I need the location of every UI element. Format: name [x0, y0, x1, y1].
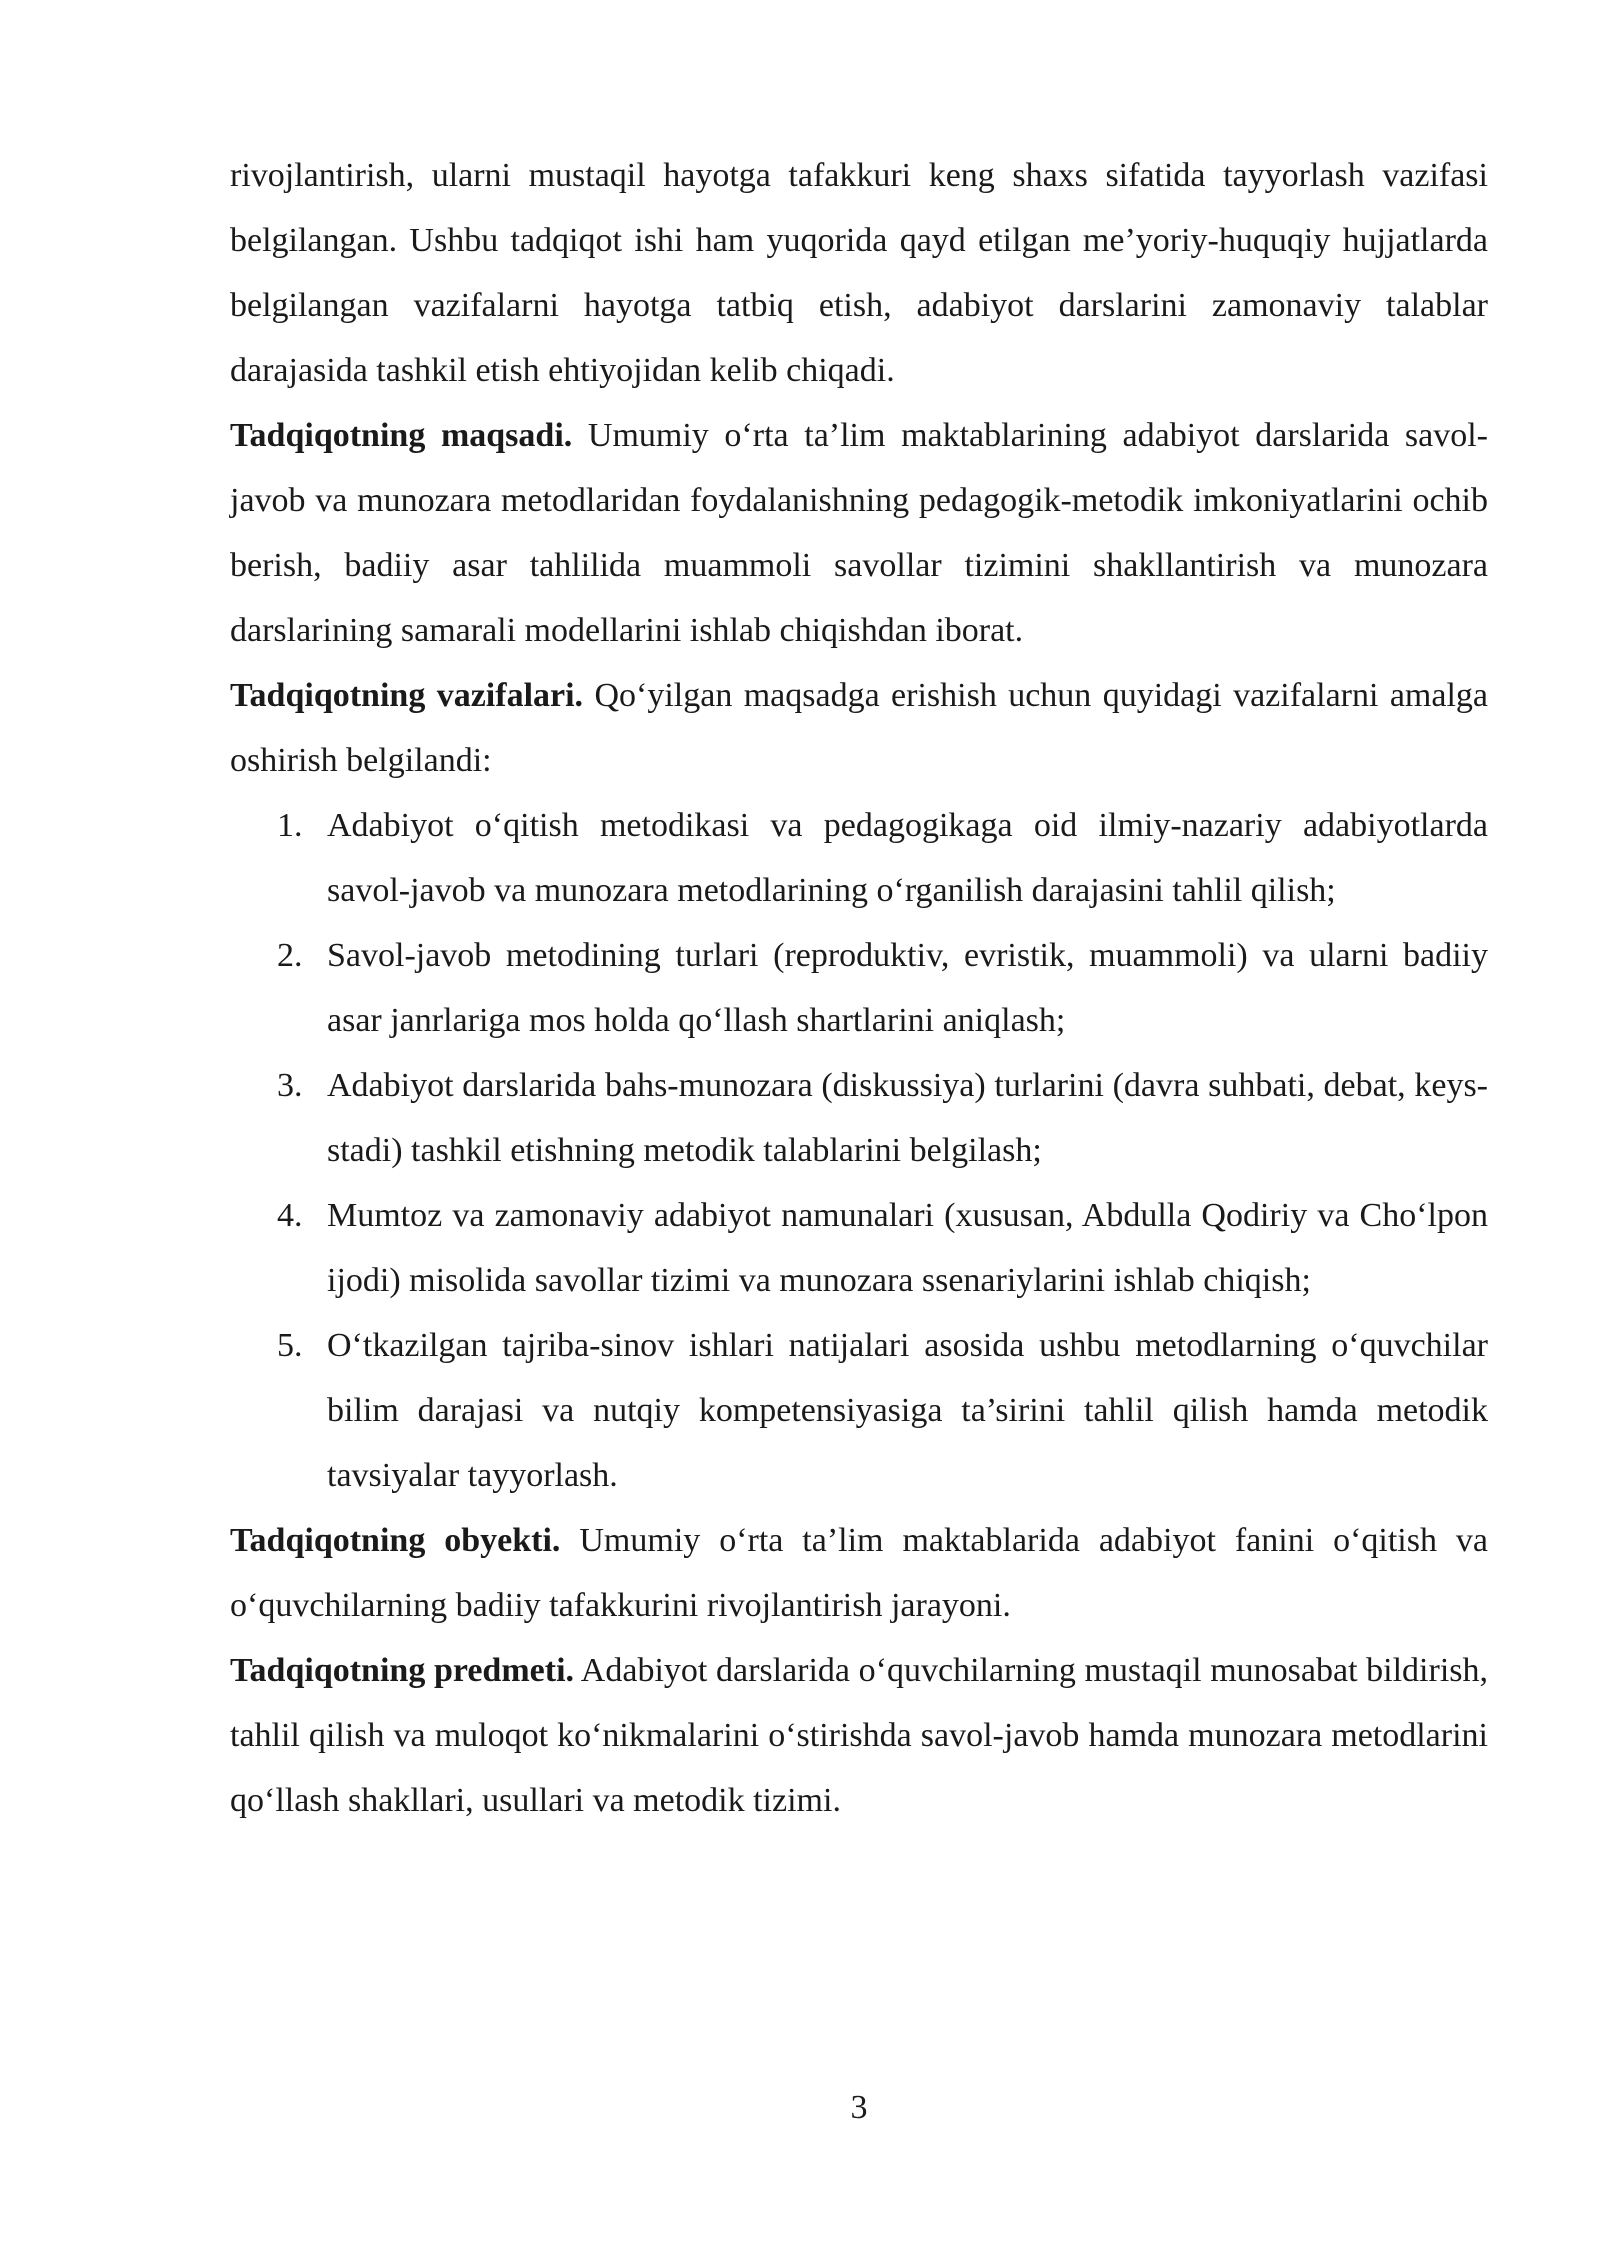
page-number: 3 — [850, 2089, 868, 2126]
list-item-number: 4. — [277, 1197, 303, 1234]
tasks-paragraph — [230, 663, 1488, 793]
object-text: Umumiy o‘rta ta’lim maktablarida adabiyot fanini o‘qitish va o‘quvchilarning badiiy tafakkurini rivojlantirish jarayoni. — [230, 1522, 1489, 1624]
list-item-text: Adabiyot darslarida bahs-munozara (diskussiya) turlarini (davra suhbati, debat, keys-stadi) tashkil etishning metodik talablarini belgilash; — [327, 1067, 1488, 1169]
list-item-number: 3. — [277, 1067, 303, 1104]
document-body — [230, 143, 1488, 1833]
subject-heading: Tadqiqotning predmeti. — [230, 1652, 575, 1689]
list-item — [230, 1183, 1488, 1313]
list-item-text: Mumtoz va zamonaviy adabiyot namunalari (xususan, Abdulla Qodiriy va Cho‘lpon ijodi) misolida savollar tizimi va munozara ssenariylarini ishlab chiqish; — [327, 1197, 1488, 1299]
goal-heading: Tadqiqotning maqsadi. — [230, 417, 573, 454]
subject-paragraph — [230, 1638, 1488, 1833]
tasks-list — [230, 793, 1488, 1508]
object-paragraph — [230, 1508, 1488, 1638]
object-heading: Tadqiqotning obyekti. — [230, 1522, 561, 1559]
list-item-text: O‘tkazilgan tajriba-sinov ishlari natijalari asosida ushbu metodlarning o‘quvchilar bilim darajasi va nutqiy kompetensiyasiga ta’sirini tahlil qilish hamda metodik tavsiyalar tayyorlash. — [327, 1327, 1488, 1494]
intro-paragraph: rivojlantirish, ularni mustaqil hayotga tafakkuri keng shaxs sifatida tayyorlash vazifasi belgilangan. Ushbu tadqiqot ishi ham yuqorida qayd etilgan me’yoriy-huquqiy hujjatlarda belgilangan vazifalarni hayotga tatbiq etish, adabiyot darslarini zamonaviy talablar darajasida tashkil etish ehtiyojidan kelib chiqadi. — [230, 157, 1488, 389]
tasks-heading: Tadqiqotning vazifalari. — [230, 677, 584, 714]
goal-paragraph — [230, 403, 1488, 663]
list-item — [230, 793, 1488, 923]
list-item — [230, 923, 1488, 1053]
list-item — [230, 1053, 1488, 1183]
list-item-number: 2. — [277, 937, 303, 974]
goal-text: Umumiy o‘rta ta’lim maktablarining adabiyot darslarida savol-javob va munozara metodlaridan foydalanishning pedagogik-metodik imkoniyatlarini ochib berish, badiiy asar tahlilida muammoli savollar tizimini shakllantirish va munozara darslarining samarali modellarini ishlab chiqishdan iborat. — [230, 417, 1489, 649]
tasks-text: Qo‘yilgan maqsadga erishish uchun quyidagi vazifalarni amalga oshirish belgilandi: — [230, 677, 1488, 779]
list-item-number: 1. — [277, 807, 303, 844]
list-item-text: Adabiyot o‘qitish metodikasi va pedagogikaga oid ilmiy-nazariy adabiyotlarda savol-javob va munozara metodlarining o‘rganilish darajasini tahlil qilish; — [327, 807, 1488, 909]
list-item-number: 5. — [277, 1327, 303, 1364]
list-item — [230, 1313, 1488, 1508]
subject-text: Adabiyot darslarida o‘quvchilarning mustaqil munosabat bildirish, tahlil qilish va muloqot ko‘nikmalarini o‘stirishda savol-javob hamda munozara metodlarini qo‘llash shakllari, usullari va metodik tizimi. — [230, 1652, 1488, 1819]
list-item-text: Savol-javob metodining turlari (reproduktiv, evristik, muammoli) va ularni badiiy asar janrlariga mos holda qo‘llash shartlarini aniqlash; — [327, 937, 1488, 1039]
